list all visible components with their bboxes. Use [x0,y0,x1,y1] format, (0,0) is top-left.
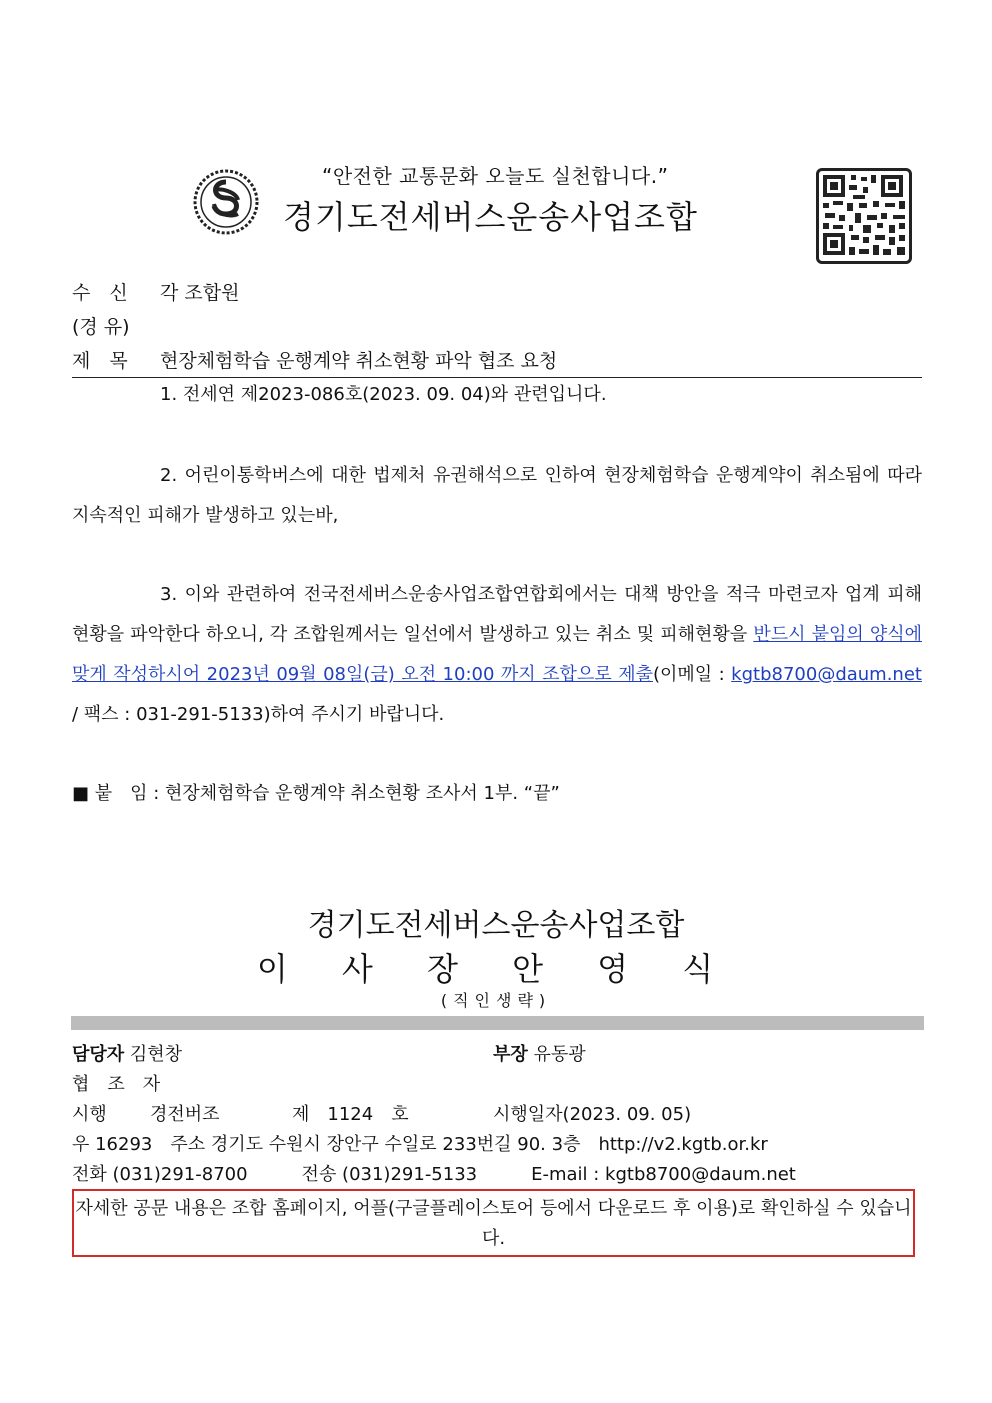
enforce-value: 경전버조 [150,1104,220,1125]
manager-row [72,1040,182,1066]
manager-name: 김현창 [129,1044,183,1065]
subject-row [72,346,922,378]
via-row [72,312,130,339]
subject-value: 현장체험학습 운행계약 취소현황 파악 협조 요청 [160,350,558,372]
recipient-label: 수 신 [72,282,128,304]
paragraph-1: 1. 전세연 제2023-086호(2023. 09. 04)와 관련입니다. [160,384,607,405]
address-line: 우 16293 주소 경기도 수원시 장안구 수일로 233번길 90. 3층 http://v2.kgtb.or.kr [72,1134,768,1155]
recipient-row [72,278,239,305]
via-label: (경 유) [72,316,130,338]
signature-org: 경기도전세버스운송사업조합 [307,908,685,943]
qr-code-icon[interactable] [816,168,912,264]
paragraph-3-text-a: 3. 이와 관련하여 전국전세버스운송사업조합연합회에서는 대책 방안을 적극 마련코자 업계 피해 현황을 파악한다 하오니, 각 조합원께서는 일선에서 발생하고 있는 취소 및 피해현황을 [72,584,922,645]
head-row [493,1040,586,1066]
head-name: 유동광 [533,1044,586,1065]
document-number: 제 1124 호 [292,1104,409,1125]
paragraph-3-text-c: / 팩스 : 031-291-5133)하여 주시기 바랍니다. [72,704,445,725]
submission-deadline-link[interactable]: 반드시 붙임의 양식에 맞게 작성하시어 2023년 09월 08일(금) 오전 10:00 까지 조합으로 제출 [72,624,922,685]
paragraph-3-text-b: (이메일 : [652,664,732,685]
subject-label: 제 목 [72,350,128,372]
cooperator-label: 협 조 자 [72,1074,161,1095]
head-label: 부장 [493,1044,528,1065]
org-name-header: 경기도전세버스운송사업조합 [283,198,698,236]
enforce-date: 시행일자(2023. 09. 05) [493,1104,692,1125]
signature-chairman: 이 사 장 안 영 식 [256,950,736,988]
contact-line: 전화 (031)291-8700 전송 (031)291-5133 E-mail : kgtb8700@daum.net [72,1164,796,1185]
union-logo-icon [192,168,260,236]
manager-label: 담당자 [72,1044,125,1065]
homepage-notice: 자세한 공문 내용은 조합 홈페이지, 어플(구글플레이스토어 등에서 다운로드 후 이용)로 확인하실 수 있습니다. [72,1189,915,1257]
paragraph-3 [72,575,922,735]
seal-omitted-note: (직인생략) [440,991,552,1010]
divider-bar [71,1016,924,1030]
attachment-line: ■ 붙 임 : 현장체험학습 운행계약 취소현황 조사서 1부. “끝” [72,783,560,804]
recipient-value: 각 조합원 [160,282,240,304]
paragraph-2: 2. 어린이통학버스에 대한 법제처 유권해석으로 인하여 현장체험학습 운행계약이 취소됨에 따라 지속적인 피해가 발생하고 있는바, [72,465,922,526]
slogan: “안전한 교통문화 오늘도 실천합니다.” [322,164,669,188]
enforce-label: 시행 [72,1104,107,1125]
email-link[interactable]: kgtb8700@daum.net [731,664,922,685]
